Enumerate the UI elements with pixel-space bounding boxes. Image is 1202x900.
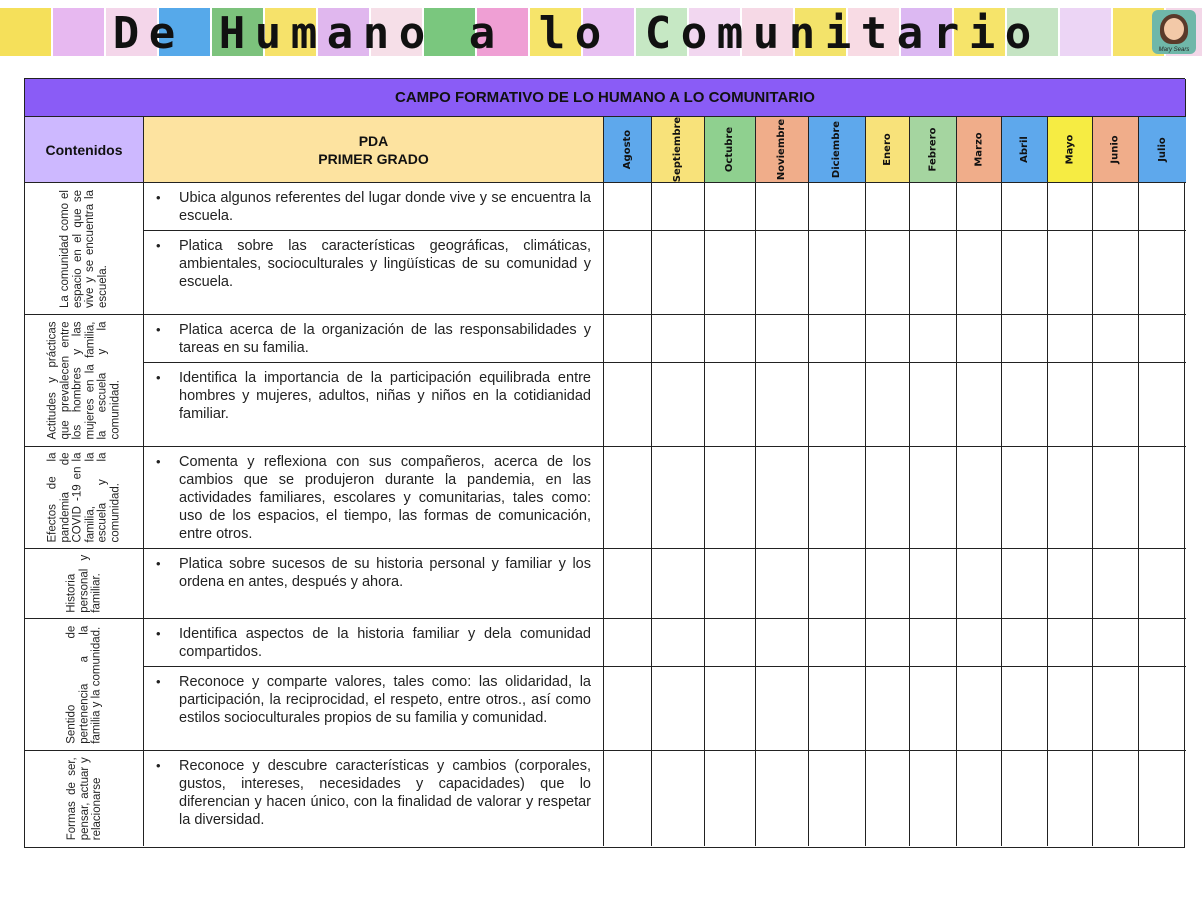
checkbox-cell[interactable] [1048,183,1093,231]
checkbox-cell[interactable] [866,183,911,231]
month-label: Mayo [1064,134,1076,165]
checkbox-cell[interactable] [809,667,866,751]
checkbox-cell[interactable] [957,447,1002,549]
checkbox-cell[interactable] [910,667,957,751]
checkbox-cell[interactable] [652,667,705,751]
title-letter: r [932,7,960,59]
header-contenidos: Contenidos [25,117,144,183]
month-label: Julio [1156,137,1168,162]
month-header [1048,117,1093,183]
month-header [866,117,911,183]
bullet: • [156,674,161,689]
checkbox-cell[interactable] [1002,751,1048,846]
pda-text: Comenta y reflexiona con sus compañeros, acerca de los cambios que se produjeron durante la pandemia, en las actividades familiares, escolares y comunitarias, tales como: uso de los espacios, el tiempo, las formas de comunicación, entre otros. [179,454,591,542]
contenido-cell [25,183,144,315]
checkbox-cell[interactable] [705,619,756,667]
contenido-cell [25,751,144,846]
checkbox-cell[interactable] [1139,549,1186,619]
checkbox-cell[interactable] [1093,315,1139,363]
title-letter: u [254,7,282,59]
checkbox-cell[interactable] [705,447,756,549]
pda-label: PDA [358,132,389,149]
checkbox-cell[interactable] [957,549,1002,619]
bullet: • [156,758,161,773]
avatar-face [1164,18,1184,40]
checkbox-cell[interactable] [1139,315,1186,363]
checkbox-cell[interactable] [1093,667,1139,751]
title-letter: a [896,7,924,59]
title-letter: n [362,7,390,59]
checkbox-cell[interactable] [652,549,705,619]
banner-title [0,0,1202,66]
month-label: Febrero [927,127,939,172]
title-letter: D [112,7,140,59]
contenido-text: Sentido de pertenencia a la familia y la comunidad. [65,625,103,744]
month-header [809,117,866,183]
title-letter: m [290,7,318,59]
checkbox-cell[interactable] [957,667,1002,751]
contenido-text: La comunidad como el espacio en el que se vive y se encuentra la escuela. [59,189,109,308]
checkbox-cell[interactable] [652,363,705,447]
checkbox-cell[interactable] [705,231,756,315]
checkbox-cell[interactable] [1048,667,1093,751]
month-header [705,117,756,183]
checkbox-cell[interactable] [809,751,866,846]
pda-cell [144,363,604,447]
checkbox-cell[interactable] [1048,447,1093,549]
title-letter: i [824,7,852,59]
checkbox-cell[interactable] [756,183,809,231]
month-label: Diciembre [831,120,843,179]
checkbox-cell[interactable] [809,363,866,447]
bullet: • [156,556,161,571]
checkbox-cell[interactable] [1048,549,1093,619]
month-header [910,117,957,183]
banner [0,0,1202,62]
checkbox-cell[interactable] [1002,231,1048,315]
pda-text: Identifica aspectos de la historia familiar y dela comunidad compartidos. [179,626,591,660]
pda-cell [144,619,604,667]
month-label: Noviembre [776,118,788,181]
checkbox-cell[interactable] [1048,619,1093,667]
checkbox-cell[interactable] [1093,183,1139,231]
checkbox-cell[interactable] [604,619,652,667]
title-letter: e [148,7,176,59]
title-letter: u [752,7,780,59]
contenido-cell [25,315,144,447]
checkbox-cell[interactable] [866,231,911,315]
checkbox-cell[interactable] [1002,667,1048,751]
pda-cell [144,549,604,619]
checkbox-cell[interactable] [705,315,756,363]
checkbox-cell[interactable] [604,231,652,315]
month-label: Agosto [621,129,633,170]
checkbox-cell[interactable] [756,363,809,447]
campo-formativo-title: CAMPO FORMATIVO DE LO HUMANO A LO COMUNITARIO [25,79,1186,117]
checkbox-cell[interactable] [604,183,652,231]
pda-text: Identifica la importancia de la participación equilibrada entre hombres y mujeres, adultos, niñas y niños en la cotidianidad familiar. [179,370,591,422]
checkbox-cell[interactable] [1139,667,1186,751]
pda-cell [144,447,604,549]
checkbox-cell[interactable] [910,315,957,363]
checkbox-cell[interactable] [604,667,652,751]
checkbox-cell[interactable] [604,447,652,549]
checkbox-cell[interactable] [957,183,1002,231]
checkbox-cell[interactable] [756,315,809,363]
month-header [1093,117,1139,183]
checkbox-cell[interactable] [652,619,705,667]
checkbox-cell[interactable] [866,667,911,751]
checkbox-cell[interactable] [866,363,911,447]
checkbox-cell[interactable] [1002,619,1048,667]
checkbox-cell[interactable] [1093,619,1139,667]
title-letter: m [716,7,744,59]
checkbox-cell[interactable] [1093,231,1139,315]
avatar-label: Mary Sears [1158,47,1190,53]
checkbox-cell[interactable] [604,315,652,363]
checkbox-cell[interactable] [910,231,957,315]
checkbox-cell[interactable] [652,447,705,549]
checkbox-cell[interactable] [957,363,1002,447]
checkbox-cell[interactable] [809,549,866,619]
month-label: Octubre [723,126,735,173]
month-header [604,117,652,183]
checkbox-cell[interactable] [1093,549,1139,619]
checkbox-cell[interactable] [1093,447,1139,549]
contenido-text: Efectos de la pandemia de COVID -19 en la familia, la escuela y la comunidad. [46,452,121,543]
checkbox-cell[interactable] [705,667,756,751]
checkbox-cell[interactable] [1139,363,1186,447]
checkbox-cell[interactable] [809,183,866,231]
checkbox-cell[interactable] [756,751,809,846]
title-letter: a [468,7,496,59]
month-header [756,117,809,183]
teacher-avatar-icon [1152,10,1196,54]
contenido-cell [25,447,144,549]
checkbox-cell[interactable] [705,363,756,447]
contenido-cell [25,619,144,751]
month-label: Septiembre [672,116,683,183]
checkbox-cell[interactable] [957,231,1002,315]
checkbox-cell[interactable] [652,183,705,231]
checkbox-cell[interactable] [1048,231,1093,315]
checkbox-cell[interactable] [652,231,705,315]
pda-cell [144,667,604,751]
checkbox-cell[interactable] [866,549,911,619]
contenido-text: Historia personal y familiar. [65,554,103,613]
checkbox-cell[interactable] [756,549,809,619]
month-header [957,117,1002,183]
checkbox-cell[interactable] [604,751,652,846]
header-pda [144,117,604,183]
checkbox-cell[interactable] [604,549,652,619]
checkbox-cell[interactable] [809,315,866,363]
checkbox-cell[interactable] [1048,315,1093,363]
bullet: • [156,238,161,253]
contenido-text: Formas de ser, pensar, actuar y relacionarse [65,757,103,840]
title-letter: i [968,7,996,59]
checkbox-cell[interactable] [756,619,809,667]
checkbox-cell[interactable] [1002,447,1048,549]
checkbox-cell[interactable] [1139,751,1186,846]
checkbox-cell[interactable] [1002,363,1048,447]
checkbox-cell[interactable] [910,363,957,447]
checkbox-cell[interactable] [809,447,866,549]
title-letter: n [788,7,816,59]
checkbox-cell[interactable] [866,619,911,667]
bullet: • [156,190,161,205]
checkbox-cell[interactable] [652,751,705,846]
title-letter: o [1004,7,1032,59]
month-label: Abril [1019,136,1030,163]
title-letter: H [218,7,246,59]
month-label: Marzo [973,132,985,167]
pda-text: Platica sobre las características geográficas, climáticas, ambientales, socioculturales y lingüísticas de su comunidad y escuela. [179,238,591,290]
checkbox-cell[interactable] [705,183,756,231]
pda-cell [144,183,604,231]
checkbox-cell[interactable] [705,751,756,846]
checkbox-cell[interactable] [604,363,652,447]
checkbox-cell[interactable] [957,315,1002,363]
checkbox-cell[interactable] [809,619,866,667]
checkbox-cell[interactable] [652,315,705,363]
contenido-text: Actitudes y prácticas que prevalecen entre los hombres y las mujeres en la familia, la escuela y la comunidad. [46,321,121,440]
table-grid [24,78,1185,848]
month-header [1139,117,1186,183]
pda-cell [144,315,604,363]
checkbox-cell[interactable] [1093,363,1139,447]
grado-label: PRIMER GRADO [318,150,429,167]
checkbox-cell[interactable] [1002,315,1048,363]
checkbox-cell[interactable] [809,231,866,315]
checkbox-cell[interactable] [910,447,957,549]
checkbox-cell[interactable] [756,667,809,751]
month-header [652,117,705,183]
pda-cell [144,751,604,846]
checkbox-cell[interactable] [1139,231,1186,315]
bullet: • [156,454,161,469]
month-label: Junio [1109,135,1121,164]
pda-text: Reconoce y descubre características y cambios (corporales, gustos, intereses, necesidades y capacidades) que lo diferencian y hacen único, con la finalidad de valorar y respetar la diversidad. [179,758,591,828]
checkbox-cell[interactable] [910,619,957,667]
checkbox-cell[interactable] [1048,751,1093,846]
month-header [1002,117,1048,183]
checkbox-cell[interactable] [1139,619,1186,667]
bullet: • [156,626,161,641]
title-letter: l [538,7,566,59]
pda-cell [144,231,604,315]
pda-text: Ubica algunos referentes del lugar donde vive y se encuentra la escuela. [179,190,591,224]
title-letter: o [680,7,708,59]
checkbox-cell[interactable] [1139,447,1186,549]
bullet: • [156,370,161,385]
checkbox-cell[interactable] [866,447,911,549]
month-label: Enero [881,133,893,166]
checkbox-cell[interactable] [910,549,957,619]
checkbox-cell[interactable] [910,751,957,846]
contenido-cell [25,549,144,619]
pda-text: Platica acerca de la organización de las responsabilidades y tareas en su familia. [179,322,591,356]
checkbox-cell[interactable] [1139,183,1186,231]
checkbox-cell[interactable] [705,549,756,619]
checkbox-cell[interactable] [1002,183,1048,231]
checkbox-cell[interactable] [957,619,1002,667]
checkbox-cell[interactable] [957,751,1002,846]
checkbox-cell[interactable] [1048,363,1093,447]
checkbox-cell[interactable] [910,183,957,231]
title-letter: a [326,7,354,59]
checkbox-cell[interactable] [866,315,911,363]
title-letter: t [860,7,888,59]
title-letter: o [398,7,426,59]
title-letter: C [644,7,672,59]
checkbox-cell[interactable] [756,447,809,549]
checkbox-cell[interactable] [1093,751,1139,846]
bullet: • [156,322,161,337]
title-letter: o [574,7,602,59]
pda-text: Platica sobre sucesos de su historia personal y familiar y los ordena en antes, después y ahora. [179,556,591,590]
planning-table [24,78,1185,848]
pda-text: Reconoce y comparte valores, tales como: las olidaridad, la participación, la reciprocidad, el respeto, entre otros., así como estilos socioculturales propios de su familia y comunidad. [179,674,591,726]
checkbox-cell[interactable] [756,231,809,315]
checkbox-cell[interactable] [1002,549,1048,619]
checkbox-cell[interactable] [866,751,911,846]
